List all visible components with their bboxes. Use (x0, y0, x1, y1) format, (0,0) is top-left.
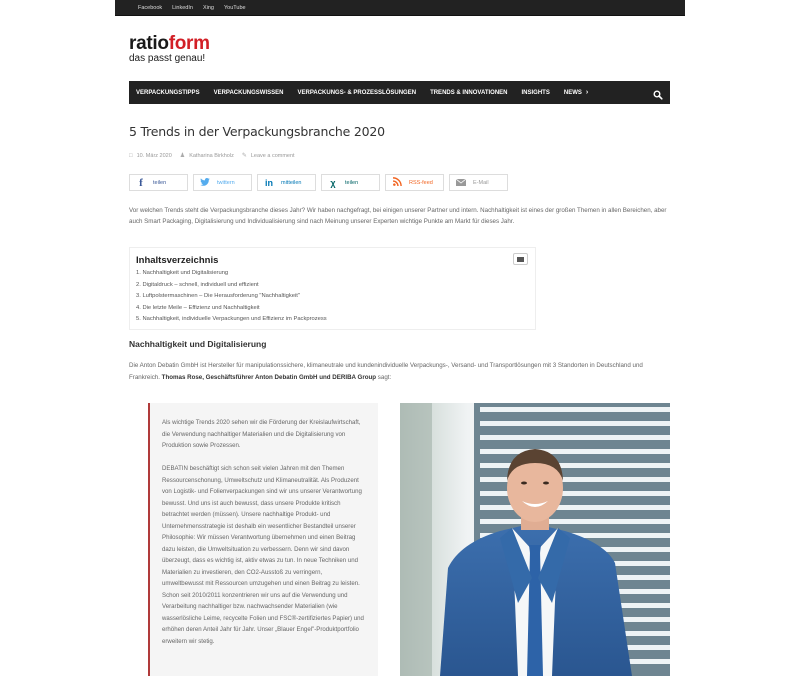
article-meta (129, 152, 303, 159)
toc-item[interactable]: 2. Digitaldruck – schnell, individuell und effizient (136, 281, 259, 288)
user-icon: ♟ (179, 153, 186, 159)
logo-form: form (168, 33, 210, 54)
xing-icon: χ (330, 177, 336, 188)
toc-item[interactable]: 4. Die letzte Meile – Effizienz und Nachhaltigkeit (136, 304, 260, 311)
linkedin-icon: in (265, 177, 273, 188)
topbar-link-xing[interactable]: Xing (202, 4, 214, 11)
nav-item-trends[interactable]: TRENDS & INNOVATIONEN (430, 89, 508, 96)
quote-attribution: Thomas Rose, Geschäftsführer Anton Debatin GmbH und DERIBA Group (161, 373, 377, 381)
toc-item[interactable]: 5. Nachhaltigkeit, individuelle Verpackungen und Effizienz im Packprozess (136, 316, 327, 323)
quote-paragraph: Als wichtige Trends 2020 sehen wir die Förderung der Kreislaufwirtschaft, die Verwendung nachhaltiger Materialien und die Digitalisierung von Produktion sowie Prozessen. (162, 419, 361, 449)
rss-icon (392, 177, 402, 188)
comment-icon: ✎ (241, 153, 247, 159)
topbar-link-youtube[interactable]: YouTube (223, 4, 246, 11)
nav-item-verpackungswissen[interactable]: VERPACKUNGSWISSEN (213, 89, 284, 96)
toc-toggle-button[interactable] (513, 253, 528, 265)
share-linkedin-button[interactable]: in mitteilen (257, 174, 316, 191)
nav-item-news[interactable]: NEWS › (563, 89, 589, 96)
logo-tagline: das passt genau! (129, 53, 206, 64)
toc-item[interactable]: 1. Nachhaltigkeit und Digitalisierung (136, 270, 229, 276)
share-facebook-button[interactable]: f teilen (129, 174, 188, 191)
site-logo[interactable] (129, 34, 210, 64)
portrait-photo (400, 403, 670, 676)
nav-item-verpackungstipps[interactable]: VERPACKUNGSTIPPS (136, 89, 200, 96)
share-twitter-button[interactable]: twittern (193, 174, 252, 191)
section-paragraph: Die Anton Debatin GmbH ist Hersteller für manipulationssichere, klimaneutrale und kundenindividuelle Verpackungs-, Versand- und Transportlösungen mit 3 Standorten in Deutschland und Frankreich. Thomas Rose, Geschäftsführer Anton Debatin GmbH und DERIBA Group sagt: (129, 362, 643, 381)
portrait-image (400, 403, 670, 676)
rss-feed-button[interactable]: RSS-feed (385, 174, 444, 191)
list-toggle-icon (517, 257, 524, 262)
post-date[interactable]: 10. März 2020 (136, 152, 172, 159)
share-email-button[interactable]: E-Mail (449, 174, 508, 191)
section-heading: Nachhaltigkeit und Digitalisierung (129, 339, 267, 349)
quote-paragraph: DEBATIN beschäftigt sich schon seit vielen Jahren mit den Themen Ressourcenschonung, Umweltschutz und Klimaneutralität. Als Produzent von Logistik- und Folienverpackungen sind wir uns unserer Verantwortung bewusst. Und uns ist auch bewusst, dass unsere Produkte kritisch betrachtet werden (müssen). Unsere nachhaltige Produkt- und Unternehmensstrategie ist deshalb ein wesentlicher Bestandteil unserer Philosophie: Wir müssen Verantwortung übernehmen und einen Beitrag dazu leisten, die Umweltsituation zu verbessern. Denn wir sind davon überzeugt, dass es wichtig ist, aktiv etwas zu tun. In neue Techniken und Materialien zu investieren, den CO2-Ausstoß zu verringern, umweltbewusst mit Ressourcen umzugehen und einen Beitrag zu leisten. Schon seit 2010/2011 konzentrieren wir uns auf die Verwendung und Verarbeitung nachhaltiger bzw. nachwachsender Materialien (wie wasserlösliche Leime, recycelte Folien und FSC®-zertifiziertes Papier) und erhöhen deren Anteil Jahr für Jahr. Unser „Blauer Engel"-Produktportfolio erweitern wir stetig. (162, 465, 364, 645)
main-nav (129, 81, 670, 104)
toc-title: Inhaltsverzeichnis (136, 255, 219, 266)
mail-icon (456, 178, 466, 188)
toc-item[interactable]: 3. Luftpolstermaschinen – Die Herausforderung "Nachhaltigkeit" (136, 293, 300, 300)
share-buttons (129, 174, 508, 191)
nav-item-insights[interactable]: INSIGHTS (521, 89, 550, 96)
facebook-icon: f (139, 176, 143, 189)
table-of-contents (129, 247, 536, 330)
leave-comment-link[interactable]: Leave a comment (250, 152, 295, 159)
nav-item-prozessloesungen[interactable]: VERPACKUNGS- & PROZESSLÖSUNGEN (297, 89, 417, 96)
calendar-icon: □ (129, 152, 133, 159)
twitter-icon (200, 178, 210, 188)
logo-ratio: ratio (129, 33, 169, 54)
intro-paragraph: Vor welchen Trends steht die Verpackungsbranche dieses Jahr? Wir haben nachgefragt, bei einigen unserer Partner und intern. Nachhaltigkeit ist eines der großen Themen in allen Bereichen, aber auch Smart Packaging, Digitalisierung und Individualisierung sind nach Meinung unserer Experten wichtige Punkte am Markt für dieses Jahr. (129, 207, 667, 225)
topbar-link-facebook[interactable]: Facebook (138, 4, 163, 11)
post-author[interactable]: Katharina Birkholz (189, 152, 234, 159)
expert-quote (148, 403, 378, 676)
social-topbar (115, 0, 685, 16)
share-xing-button[interactable]: χ teilen (321, 174, 380, 191)
search-icon[interactable] (653, 87, 663, 97)
page (115, 0, 685, 645)
chevron-right-icon: › (585, 89, 589, 96)
article-title: 5 Trends in der Verpackungsbranche 2020 (129, 124, 385, 139)
topbar-link-linkedin[interactable]: LinkedIn (172, 4, 193, 11)
